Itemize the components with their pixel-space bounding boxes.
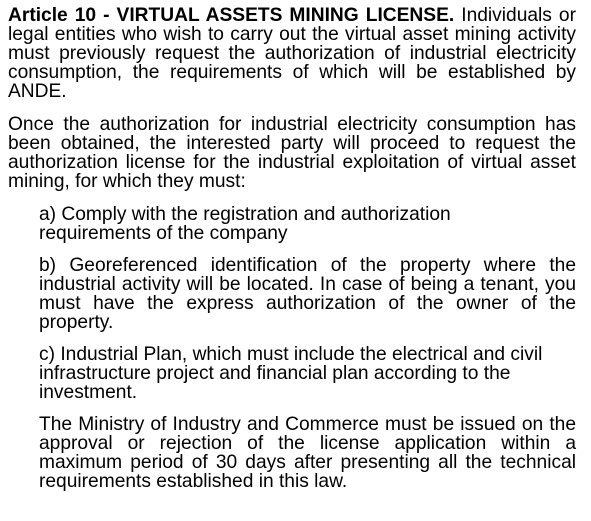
article-heading: Article 10 - VIRTUAL ASSETS MINING LICENSE. (8, 5, 455, 26)
closing-paragraph: The Ministry of Industry and Commerce must be issued on the approval or rejection of the license application within a maximum period of 30 days after presenting all the technical requirements established in this law. (39, 414, 576, 492)
document-body (8, 6, 576, 491)
article-paragraph-1 (8, 6, 576, 101)
list-item-c: c) Industrial Plan, which must include the electrical and civil infrastructure project and financial plan according to the investment. (39, 344, 543, 403)
article-paragraph-2: Once the authorization for industrial electricity consumption has been obtained, the interested party will proceed to request the authorization license for the industrial exploitation of virtual asset mining, for which they must: (8, 114, 576, 192)
article-intro-text: Individuals or legal entities who wish to carry out the virtual asset mining activity must previously request the authorization of industrial electricity consumption, the requirements of which will be established by ANDE. (8, 5, 576, 102)
list-item-a: a) Comply with the registration and authorization requirements of the company (39, 204, 451, 244)
list-item-b: b) Georeferenced identification of the property where the industrial activity will be located. In case of being a tenant, you must have the express authorization of the owner of the property. (39, 255, 576, 333)
